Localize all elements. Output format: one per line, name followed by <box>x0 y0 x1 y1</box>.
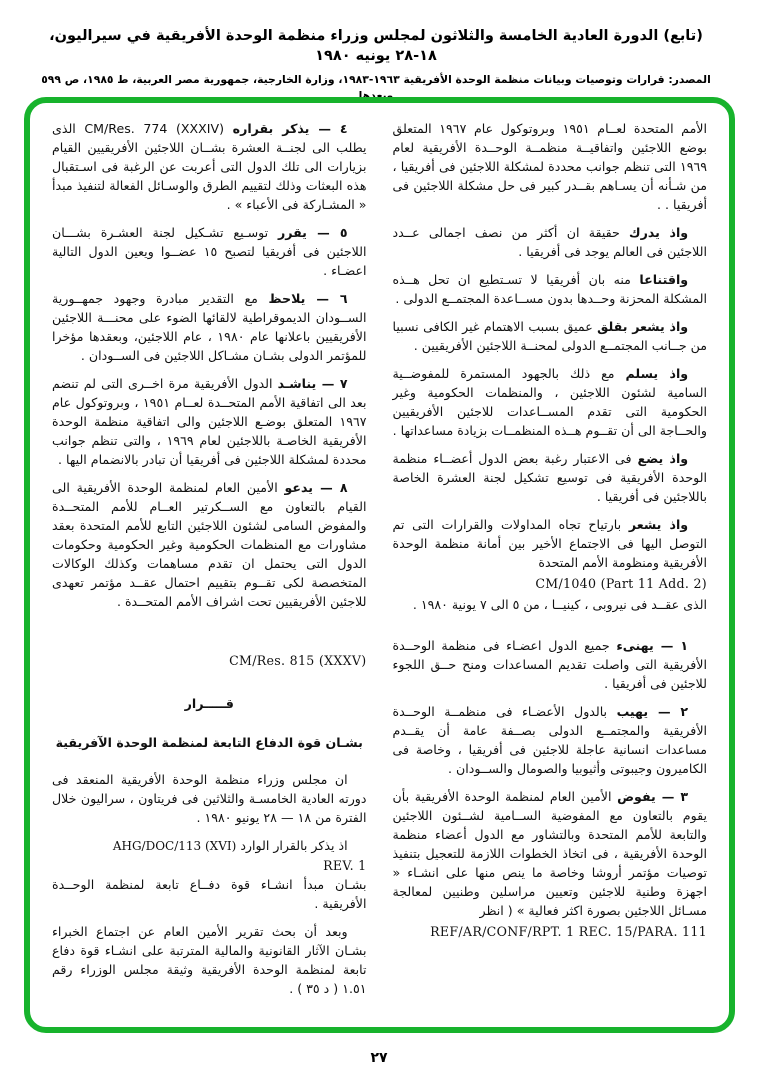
header-source-note: المصدر: قرارات وتوصيات وبيانات منظمة الوحدة الأفريقية ١٩٦٣-١٩٨٣، وزارة الخارجية، جمهورية مصر العربية، ط ١٩٨٥، ص ٥٩٩ وبعدها <box>41 73 711 102</box>
paragraph: وبعد أن بحث تقرير الأمين العام عن اجتماع الخبراء بشـان الآثار القانونية والمالية المترتبة على انشـاء قوة دفاع تابعة لمنظمة الوحدة الأفريقية وثيقة مجلس الوزراء رقم ١.٥١ ( د ٣٥ ) . <box>52 924 367 996</box>
paragraph: واذ يشعر بارتياح تجاه المداولات والقرارات التى تم التوصل اليها فى الاجتماع الأخير بين أمانة منظمة الوحدة الأفريقية ومنظومة الأمم المتحدة <box>392 517 707 570</box>
paragraph: ٧ — يناشـد الدول الأفريقية مرة اخــرى التى لم تنضم بعد الى اتفاقية الأمم المتحــدة لعــام ١٩٥١ ، وبروتوكول عام ١٩٦٧ المتعلق بوضـع اللاجئين والى اتفاقية منظمة الوحدة الأفريقية الخاصـة باللاجئين لعام ١٩٦٩ ، والتى تنظم جوانب محددة لمشكلة اللاجئين فى أفريقيا أن تبادر بالانضمام اليها . <box>52 376 367 467</box>
paragraph: الذى عقــد فى نيروبى ، كينيــا ، من ٥ الى ٧ يونية ١٩٨٠ . <box>412 597 707 612</box>
paragraph: ٣ — يفوض الأمين العام لمنظمة الوحدة الأفريقية بأن يقوم بالتعاون مع المفوضية الســامية لشــئون اللاجئين والتابعة للأمم المتحدة وبالتشاور مع الدول أعضاء منظمة الوحدة الأفريقية ، فى اتخاذ الخطوات اللازمة للتعجيل بتنفيذ توصيات مؤتمر أروشا وخاصة ما ينص منها على انشـاء « اجهزة وطنية للاجئين وتعيين مراسلين وطنيين لمعالجة مسـائل اللاجئين بصورة اكثر فعالية » ( انظر <box>392 789 707 918</box>
page-number: ٢٧ <box>370 1050 388 1066</box>
resolution-title: قـــــرار <box>184 696 234 711</box>
paragraph: ٨ — يدعو الأمين العام لمنظمة الوحدة الأفريقية الى القيام بالتعاون مع الســكرتير العــام للأمم المتحــدة والمفوض السامى لشئون اللاجئين التابع للأمم المتحدة بعقد مشاورات مع المنظمات الحكومية وغير الحكومية وحكومات الدول التى يحتمل ان تقدم مساهمات وكذلك الوكالات المتخصصة لكى تقــوم بتقييم احتمال عقــد مؤتمر تعهدى للاجئين الأفريقيين تحت اشراف الأمم المتحــدة . <box>52 480 367 609</box>
paragraph: ١ — يهنىء جميع الدول اعضـاء فى منظمة الوحــدة الأفريقية التى واصلت تقديم المساعدات ومنح حــق اللجوء للاجئين فى أفريقيا . <box>392 638 707 691</box>
text-columns <box>30 103 729 1027</box>
document-reference: CM/1040 (Part 11 Add. 2) <box>535 576 707 591</box>
paragraph: واذ يسلم مع ذلك بالجهود المستمرة للمفوضــية السامية لشئون اللاجئين ، والمنظمات الحكومية وغير الحكومية التى تقدم المســاعدات للاجئين الأفريقيين والحــاجة الى أن تقــوم هــذه المنظمــات بزيادة مساعداتها . <box>392 366 707 438</box>
paragraph: ٥ — يقرر توسـيع تشـكيل لجنة العشـرة بشـــان اللاجئين فى أفريقيا لتصبح ١٥ عضــوا ويعين الدول التالية اعضـاء . <box>52 225 367 278</box>
column-left <box>52 119 367 1017</box>
document-reference: REF/AR/CONF/RPT. 1 REC. 15/PARA. 111 <box>430 924 707 939</box>
paragraph: ان مجلس وزراء منظمة الوحدة الأفريقية المنعقد فى دورته العادية الخامسـة والثلاثين فى فريتاون ، سراليون خلال الفترة من ١٨ — ٢٨ يونيو ١٩٨٠ . <box>52 772 367 825</box>
page-header <box>40 26 712 104</box>
paragraph: ٦ — يلاحظ مع التقدير مبادرة وجهود جمهــورية الســودان الديموقراطية لالقائها الضوء على محنـــة اللاجئين الأفريقيين باعلانها عام ١٩٨٠ ، عام اللاجئين، وبعقدها مؤخرا للمؤتمر الدولى بشـان مشـاكل اللاجئين فى الســودان . <box>52 291 367 363</box>
paragraph: واذ يضع فى الاعتبار رغبة بعض الدول أعضــاء منظمة الوحدة الأفريقية فى توسيع تشكيل لجنة العشرة الخاصة باللاجئين فى أفريقيا . <box>392 451 707 504</box>
document-reference: AHG/DOC/113 (XVI) <box>112 839 237 853</box>
resolution-number: CM/Res. 815 (XXXV) <box>229 653 367 668</box>
paragraph: بشـان مبدأ انشـاء قوة دفــاع تابعة لمنظمة الوحــدة الأفريقية . <box>52 877 367 911</box>
paragraph: واقتناعا منه بان أفريقيا لا تسـتطيع ان تحل هــذه المشكلة المحزنة وحــدها بدون مســاعدة المجتمــع الدولى . <box>392 272 707 306</box>
paragraph: اذ يذكر بالقرار الوارد AHG/DOC/113 (XVI) <box>112 838 348 853</box>
document-reference-rev: REV. 1 <box>323 858 367 873</box>
paragraph: واذ يدرك حقيقة ان أكثر من نصف اجمالى عــدد اللاجئين فى العالم يوجد فى أفريقيا . <box>392 225 707 259</box>
header-session-title: (تابع) الدورة العادية الخامسة والثلاثون لمجلس وزراء منظمة الوحدة الأفريقية في سيراليون، ١٨-٢٨ يونيه ١٩٨٠ <box>49 28 703 64</box>
paragraph: واذ يشعر بقلق عميق بسبب الاهتمام غير الكافى نسبيا من جــانب المجتمــع الدولى لمحنــة اللاجئين الأفريقيين . <box>392 319 707 353</box>
paragraph: ٤ — يذكر بقراره CM/Res. 774 (XXXIV) الذى يطلب الى لجنــة العشرة بشــان اللاجئين الأفريقيين القيام بزيارات الى تلك الدول التى أعربت عن الرغبة فى اسـتقبال هذه البعثات وذلك لتقييم الطرق والوسـائل الفعالة لتنفيذ مبدأ « المشـاركة فى الأعباء » . <box>52 121 367 212</box>
resolution-subject: بشـان قوة الدفاع التابعة لمنظمة الوحدة الآفريقية <box>55 735 363 750</box>
paragraph: الأمم المتحدة لعــام ١٩٥١ وبروتوكول عام ١٩٦٧ المتعلق بوضع اللاجئين واتفاقيــة منظمــة الوحــدة الأفريقية لعام ١٩٦٩ التى تنظم جوانب محددة لمشكلة اللاجئين فى أفريقيا ، من شـأنه أن يسـاهم بقــدر كبير فى حل مشكلة اللاجئين فى أفريقيا . . <box>392 121 707 212</box>
paragraph: ٢ — يهيب بالدول الأعضـاء فى منظمــة الوحــدة الأفريقية والمجتمــع الدولى بصــفة عامة أن يقــدم مساعدات انسانية عاجلة للاجئين فى أفريقيا ، وخاصة فى الكاميرون وجيبوتى وأثيوبيا والصومال والســودان . <box>392 704 707 776</box>
column-right <box>393 119 708 1017</box>
